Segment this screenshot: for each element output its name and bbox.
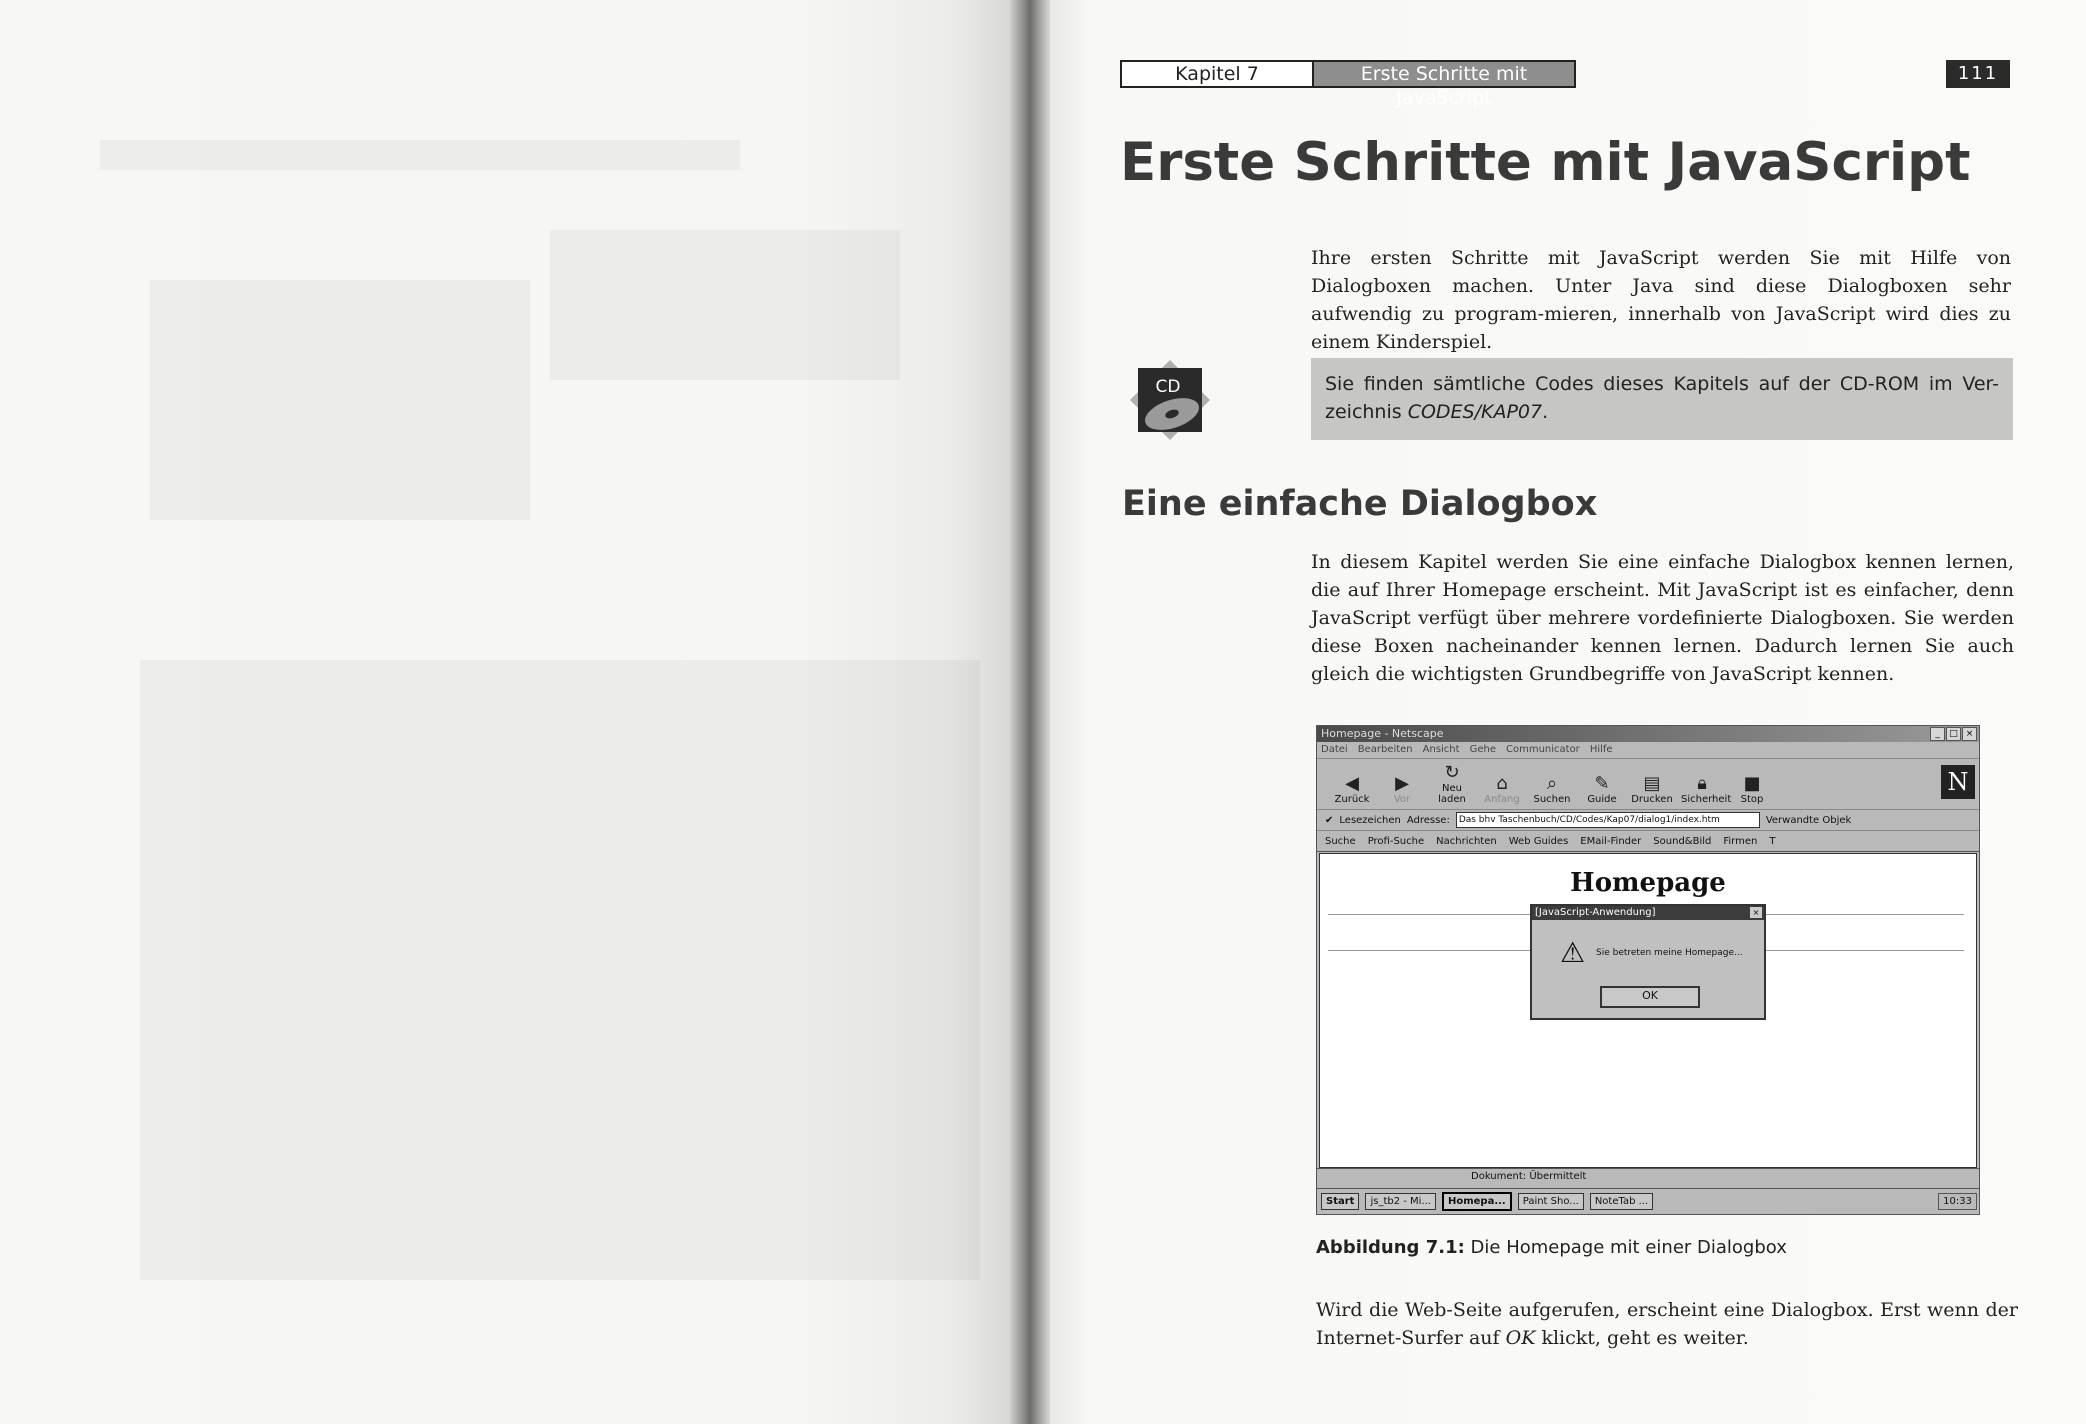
page-number: 111	[1946, 60, 2010, 88]
chapter-label: Kapitel 7	[1120, 60, 1314, 88]
address-field: Das bhv Taschenbuch/CD/Codes/Kap07/dialog1/index.htm	[1456, 812, 1760, 828]
print-icon: ▤	[1643, 773, 1661, 794]
print-button: ▤ Drucken	[1631, 773, 1673, 805]
dialog-close-icon: ×	[1750, 907, 1762, 918]
cd-note-text: Sie finden sämtliche Codes dieses Kapitels auf der CD-ROM im Ver-zeichnis	[1325, 373, 1999, 423]
guide-button: ✎ Guide	[1581, 774, 1623, 809]
security-button: 🔒︎ Sicherheit	[1681, 773, 1732, 805]
search-icon: ⌕	[1546, 773, 1558, 794]
personal-link: Suche	[1325, 835, 1356, 847]
window-title: Homepage - Netscape	[1321, 727, 1444, 740]
home-icon: ⌂	[1496, 773, 1508, 794]
menu-item: Gehe	[1469, 744, 1496, 755]
cd-note-path: CODES/KAP07	[1407, 401, 1543, 423]
cd-icon-label: CD	[1155, 377, 1181, 397]
close-icon: ×	[1962, 727, 1977, 741]
dialog-title: [JavaScript-Anwendung] ×	[1532, 906, 1764, 920]
bleed-through-block	[100, 140, 740, 170]
warning-icon: ⚠	[1560, 936, 1586, 969]
forward-arrow-icon: ▶	[1395, 773, 1409, 794]
taskbar-item-active: Homepa...	[1442, 1192, 1512, 1211]
taskbar-clock: 10:33	[1938, 1193, 1977, 1210]
figure-caption	[1316, 1237, 1787, 1258]
book-gutter	[1010, 0, 1050, 1424]
stop-button: ■ Stop	[1731, 774, 1773, 809]
status-bar	[1317, 1168, 1979, 1187]
bleed-through-block	[150, 280, 530, 520]
left-page	[0, 0, 1010, 1424]
bookmark-icon: ✔	[1325, 814, 1334, 826]
figure-caption-text: Die Homepage mit einer Dialogbox	[1470, 1237, 1787, 1258]
section-heading: Eine einfache Dialogbox	[1122, 484, 1598, 524]
alert-dialog	[1530, 904, 1766, 1020]
cd-icon	[1128, 358, 1212, 442]
menu-item: Ansicht	[1422, 744, 1460, 755]
menu-bar	[1317, 742, 1979, 758]
cd-note-box	[1311, 358, 2013, 440]
related-label: Verwandte Objek	[1765, 814, 1852, 826]
guide-icon: ✎	[1594, 773, 1610, 794]
address-label: Adresse:	[1406, 814, 1450, 826]
navigation-toolbar	[1317, 758, 1979, 809]
taskbar-item: NoteTab ...	[1590, 1193, 1653, 1210]
start-button: Start	[1321, 1193, 1359, 1210]
dialog-message: Sie betreten meine Homepage...	[1596, 948, 1743, 958]
back-button: ◀ Zurück	[1331, 774, 1373, 809]
running-header	[1120, 60, 1576, 109]
windows-taskbar	[1317, 1188, 1980, 1213]
chapter-title-label: Erste Schritte mit JavaScript	[1314, 60, 1576, 88]
bookmarks-label: Lesezeichen	[1339, 814, 1401, 826]
window-titlebar	[1317, 726, 1979, 742]
bleed-through-block	[550, 230, 900, 380]
homepage-heading: Homepage	[1570, 868, 1726, 898]
ok-emphasis: OK	[1505, 1327, 1536, 1349]
intro-paragraph: Ihre ersten Schritte mit JavaScript werden Sie mit Hilfe von Dialogboxen machen. Unter Java sind diese Dialogboxen sehr aufwendig zu program-mieren, innerhalb von JavaScript wird dies zu einem Kinderspiel.	[1311, 247, 2011, 353]
netscape-logo: N	[1941, 765, 1975, 799]
browser-content	[1319, 853, 1977, 1168]
back-arrow-icon: ◀	[1345, 773, 1359, 794]
menu-item: Hilfe	[1589, 744, 1613, 755]
body-paragraph-1: In diesem Kapitel werden Sie eine einfache Dialogbox kennen lernen, die auf Ihrer Homepage erscheint. Mit JavaScript ist es einfacher, denn JavaScript verfügt über mehrere vordefinierte Dialogboxen. Sie werden diese Boxen nacheinander kennen lernen. Dadurch lernen Sie auch gleich die wichtigsten Grundbegriffe von JavaScript kennen.	[1311, 551, 2014, 685]
personal-link: Profi-Suche	[1367, 835, 1425, 847]
ok-button: OK	[1600, 986, 1700, 1008]
home-button: ⌂ Anfang	[1481, 774, 1523, 809]
cd-note-period: .	[1542, 401, 1549, 423]
status-text: Dokument: Übermittelt	[1471, 1171, 1587, 1182]
browser-screenshot	[1316, 725, 1980, 1215]
maximize-icon: □	[1946, 727, 1961, 741]
personal-link: EMail-Finder	[1580, 835, 1642, 847]
minimize-icon: _	[1930, 727, 1945, 741]
taskbar-item: Paint Sho...	[1518, 1193, 1584, 1210]
window-controls	[1930, 727, 1977, 741]
chapter-title: Erste Schritte mit JavaScript	[1120, 132, 1971, 193]
personal-link: Nachrichten	[1436, 835, 1497, 847]
lock-icon: 🔒︎	[1697, 773, 1707, 794]
bleed-through-block	[140, 660, 980, 1280]
personal-link: T	[1769, 835, 1776, 847]
taskbar-item: js_tb2 - Mi...	[1365, 1193, 1436, 1210]
personal-toolbar	[1317, 830, 1979, 852]
location-bar	[1317, 809, 1979, 830]
personal-link: Web Guides	[1508, 835, 1569, 847]
reload-button: ↻ Neu laden	[1431, 763, 1473, 809]
body-paragraph-2: Wird die Web-Seite aufgerufen, erscheint eine Dialogbox. Erst wenn der Internet-Surfer auf OK klickt, geht es weiter.	[1316, 1299, 2018, 1349]
figure-label: Abbildung 7.1:	[1316, 1237, 1465, 1258]
personal-link: Firmen	[1723, 835, 1758, 847]
reload-icon: ↻	[1444, 762, 1460, 783]
forward-button: ▶ Vor	[1381, 774, 1423, 809]
menu-item: Datei	[1321, 744, 1348, 755]
search-button: ⌕ Suchen	[1531, 774, 1573, 809]
menu-item: Bearbeiten	[1357, 744, 1413, 755]
menu-item: Communicator	[1505, 744, 1580, 755]
personal-link: Sound&Bild	[1653, 835, 1712, 847]
stop-icon: ■	[1743, 773, 1761, 794]
